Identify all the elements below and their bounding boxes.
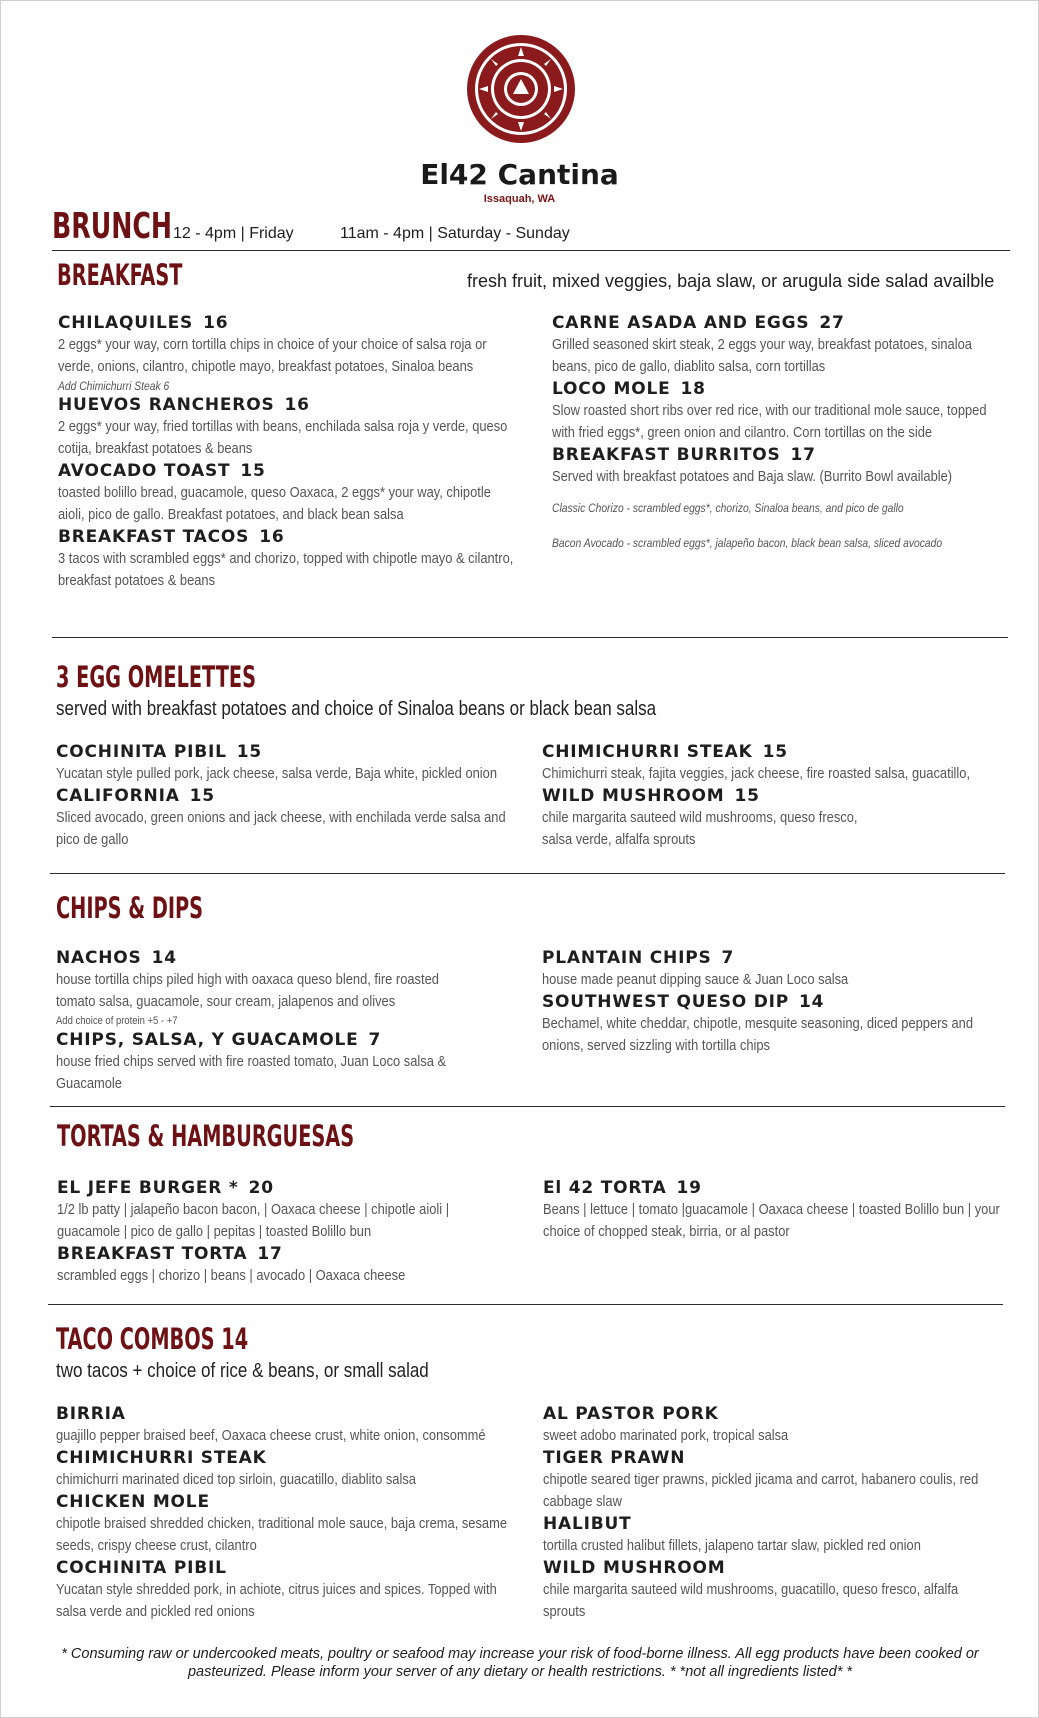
item-description: Beans | lettuce | tomato |guacamole | Oaxaca cheese | toasted Bolillo bun | your choice of chopped steak, birria, or al pastor xyxy=(543,1201,1000,1240)
menu-item xyxy=(543,1177,1003,1243)
menu-item xyxy=(543,1557,1003,1623)
menu-item xyxy=(543,1403,1003,1447)
item-name: BREAKFAST BURRITOS xyxy=(552,445,781,465)
item-note: Add Chimichurri Steak 6 xyxy=(58,379,170,393)
item-description: Slow roasted short ribs over red rice, with our traditional mole sauce, topped with fried eggs*, green onion and cilantro. Corn tortillas on the side xyxy=(552,402,987,441)
item-price: 16 xyxy=(259,527,285,547)
item-name: WILD MUSHROOM xyxy=(542,786,725,806)
item-description: Chimichurri steak, fajita veggies, jack cheese, fire roasted salsa, guacatillo, xyxy=(542,765,971,782)
item-note: Add choice of protein +5 - +7 xyxy=(56,1015,178,1027)
menu-item xyxy=(56,741,516,785)
item-name: NACHOS xyxy=(56,948,142,968)
item-description: Yucatan style pulled pork, jack cheese, salsa verde, Baja white, pickled onion xyxy=(56,765,498,782)
item-price: 17 xyxy=(790,445,816,465)
item-name: CARNE ASADA AND EGGS xyxy=(552,313,810,333)
item-description: house fried chips served with fire roasted tomato, Juan Loco salsa & Guacamole xyxy=(56,1053,447,1092)
item-description: chile margarita sauteed wild mushrooms, queso fresco, salsa verde, alfalfa sprouts xyxy=(542,809,858,848)
item-description: Served with breakfast potatoes and Baja slaw. (Burrito Bowl available) xyxy=(552,468,953,485)
divider xyxy=(52,250,1010,251)
divider xyxy=(48,1304,1003,1305)
menu-item xyxy=(552,444,1007,488)
item-name: PLANTAIN CHIPS xyxy=(542,948,712,968)
item-name: COCHINITA PIBIL xyxy=(56,742,227,762)
item-name: CHICKEN MOLE xyxy=(56,1492,210,1512)
item-description: house made peanut dipping sauce & Juan Loco salsa xyxy=(542,971,849,988)
item-name: BREAKFAST TACOS xyxy=(58,527,250,547)
disclaimer-line: * Consuming raw or undercooked meats, poultry or seafood may increase your risk of food-borne illness. All egg products have been cooked or xyxy=(61,1646,979,1662)
chips-left-column xyxy=(56,947,516,1095)
section-title-omelettes: 3 EGG OMELETTES xyxy=(56,660,256,694)
item-name: AL PASTOR PORK xyxy=(543,1404,719,1424)
item-name: BREAKFAST TORTA xyxy=(57,1244,248,1264)
menu-item xyxy=(56,785,516,851)
menu-item xyxy=(552,378,1007,444)
menu-item xyxy=(542,991,1002,1057)
breakfast-sides: fresh fruit, mixed veggies, baja slaw, or arugula side salad availble xyxy=(467,271,995,291)
item-description: house tortilla chips piled high with oaxaca queso blend, fire roasted tomato salsa, guacamole, sour cream, jalapenos and olives xyxy=(56,971,439,1010)
section-title-tortas: TORTAS & HAMBURGUESAS xyxy=(57,1119,355,1153)
item-name: LOCO MOLE xyxy=(552,379,671,399)
health-disclaimer xyxy=(40,1645,1000,1681)
item-price: 16 xyxy=(203,313,229,333)
breakfast-right-column xyxy=(552,312,1007,551)
menu-item xyxy=(56,1029,516,1095)
item-price: 7 xyxy=(721,948,735,968)
tortas-right-column xyxy=(543,1177,1003,1243)
item-price: 19 xyxy=(676,1178,702,1198)
item-name: COCHINITA PIBIL xyxy=(56,1558,227,1578)
item-price: 15 xyxy=(762,742,788,762)
item-description: 2 eggs* your way, corn tortilla chips in choice of your choice of salsa roja or verde, onions, cilantro, chipotle mayo, breakfast potatoes, Sinaloa beans xyxy=(58,336,487,375)
item-name: BIRRIA xyxy=(56,1404,126,1424)
item-description: Sliced avocado, green onions and jack cheese, with enchilada verde salsa and pico de gallo xyxy=(56,809,506,848)
item-price: 14 xyxy=(799,992,825,1012)
burrito-option: Bacon Avocado - scrambled eggs*, jalapeño bacon, black bean salsa, sliced avocado xyxy=(552,536,943,550)
item-description: 3 tacos with scrambled eggs* and chorizo, topped with chipotle mayo & cilantro, breakfast potatoes & beans xyxy=(58,550,514,589)
item-price: 18 xyxy=(680,379,706,399)
menu-item xyxy=(58,394,518,460)
divider xyxy=(50,873,1005,874)
breakfast-left-column xyxy=(58,312,518,592)
menu-item xyxy=(552,312,1007,378)
item-price: 15 xyxy=(189,786,215,806)
item-description: tortilla crusted halibut fillets, jalapeno tartar slaw, pickled red onion xyxy=(543,1537,921,1554)
item-name: CHILAQUILES xyxy=(58,313,194,333)
item-name: CALIFORNIA xyxy=(56,786,180,806)
disclaimer-line: pasteurized. Please inform your server of any dietary or health restrictions. * *not all ingredients listed* * xyxy=(187,1664,853,1680)
brunch-hours-weekend: 11am - 4pm | Saturday - Sunday xyxy=(340,225,570,242)
item-description: 2 eggs* your way, fried tortillas with beans, enchilada salsa roja y verde, queso cotija, breakfast potatoes & beans xyxy=(58,418,508,457)
divider xyxy=(52,637,1008,638)
omelettes-left-column xyxy=(56,741,516,851)
menu-item xyxy=(58,312,518,394)
item-description: 1/2 lb patty | jalapeño bacon bacon, | Oaxaca cheese | chipotle aioli | guacamole | pico de gallo | pepitas | toasted Bolillo bun xyxy=(57,1201,450,1240)
item-description: Grilled seasoned skirt steak, 2 eggs your way, breakfast potatoes, sinaloa beans, pico de gallo, diablito salsa, corn tortillas xyxy=(552,336,972,375)
item-name: EL JEFE BURGER * xyxy=(57,1178,239,1198)
menu-item xyxy=(542,785,1002,851)
item-name: AVOCADO TOAST xyxy=(58,461,231,481)
menu-item xyxy=(56,1491,516,1557)
item-description: chipotle seared tiger prawns, pickled jicama and carrot, habanero coulis, red cabbage slaw xyxy=(543,1471,979,1510)
item-price: 15 xyxy=(236,742,263,762)
item-description: scrambled eggs | chorizo | beans | avocado | Oaxaca cheese xyxy=(57,1267,406,1284)
section-title-breakfast: BREAKFAST xyxy=(57,258,183,292)
item-description: chipotle braised shredded chicken, traditional mole sauce, baja crema, sesame seeds, crispy cheese crust, cilantro xyxy=(56,1515,508,1554)
menu-item xyxy=(542,741,1002,785)
item-price: 15 xyxy=(734,786,760,806)
section-subtitle-omelettes: served with breakfast potatoes and choice of Sinaloa beans or black bean salsa xyxy=(56,698,657,720)
section-title-chips: CHIPS & DIPS xyxy=(56,891,204,925)
brunch-title: BRUNCH xyxy=(52,206,173,247)
sun-logo-icon xyxy=(466,34,576,144)
section-subtitle-tacos: two tacos + choice of rice & beans, or small salad xyxy=(56,1360,429,1382)
item-name: HALIBUT xyxy=(543,1514,632,1534)
item-price: 17 xyxy=(257,1244,283,1264)
chips-right-column xyxy=(542,947,1002,1057)
menu-item xyxy=(542,947,1002,991)
item-price: 16 xyxy=(284,395,310,415)
restaurant-name: El42 Cantina xyxy=(420,158,619,191)
burrito-option: Classic Chorizo - scrambled eggs*, chorizo, Sinaloa beans, and pico de gallo xyxy=(552,501,904,515)
menu-item xyxy=(543,1447,1003,1513)
item-name: CHIMICHURRI STEAK xyxy=(542,742,753,762)
item-price: 15 xyxy=(240,461,266,481)
menu-item xyxy=(57,1243,517,1287)
item-name: SOUTHWEST QUESO DIP xyxy=(542,992,790,1012)
tacos-right-column xyxy=(543,1403,1003,1623)
item-price: 27 xyxy=(819,313,845,333)
item-description: guajillo pepper braised beef, Oaxaca cheese crust, white onion, consommé xyxy=(56,1427,486,1444)
restaurant-location: Issaquah, WA xyxy=(483,193,556,205)
item-name: CHIMICHURRI STEAK xyxy=(56,1448,267,1468)
item-price: 14 xyxy=(151,948,177,968)
divider xyxy=(50,1106,1005,1107)
menu-item xyxy=(56,1557,516,1623)
menu-item xyxy=(56,1403,516,1447)
item-name: El 42 TORTA xyxy=(543,1178,667,1198)
tortas-left-column xyxy=(57,1177,517,1287)
item-description: toasted bolillo bread, guacamole, queso Oaxaca, 2 eggs* your way, chipotle aioli, pico de gallo. Breakfast potatoes, and black bean salsa xyxy=(58,484,491,523)
item-name: WILD MUSHROOM xyxy=(543,1558,726,1578)
item-price: 20 xyxy=(248,1178,274,1198)
menu-item xyxy=(58,460,518,526)
item-name: TIGER PRAWN xyxy=(543,1448,686,1468)
item-description: chimichurri marinated diced top sirloin, guacatillo, diablito salsa xyxy=(56,1471,416,1488)
menu-item xyxy=(58,526,518,592)
item-description: Bechamel, white cheddar, chipotle, mesquite seasoning, diced peppers and onions, served sizzling with tortilla chips xyxy=(542,1015,973,1054)
item-name: HUEVOS RANCHEROS xyxy=(58,395,275,415)
item-description: Yucatan style shredded pork, in achiote, citrus juices and spices. Topped with salsa verde and pickled red onions xyxy=(56,1581,497,1620)
tacos-left-column xyxy=(56,1403,516,1623)
omelettes-right-column xyxy=(542,741,1002,851)
menu-item xyxy=(543,1513,1003,1557)
menu-item xyxy=(56,947,516,1029)
item-description: sweet adobo marinated pork, tropical salsa xyxy=(543,1427,789,1444)
menu-item xyxy=(56,1447,516,1491)
menu-item xyxy=(57,1177,517,1243)
item-price: 7 xyxy=(368,1030,382,1050)
item-name: CHIPS, SALSA, Y GUACAMOLE xyxy=(56,1030,359,1050)
section-title-tacos: TACO COMBOS 14 xyxy=(56,1322,249,1356)
brunch-hours-friday: 12 - 4pm | Friday xyxy=(173,225,294,242)
item-description: chile margarita sauteed wild mushrooms, guacatillo, queso fresco, alfalfa sprouts xyxy=(543,1581,959,1620)
